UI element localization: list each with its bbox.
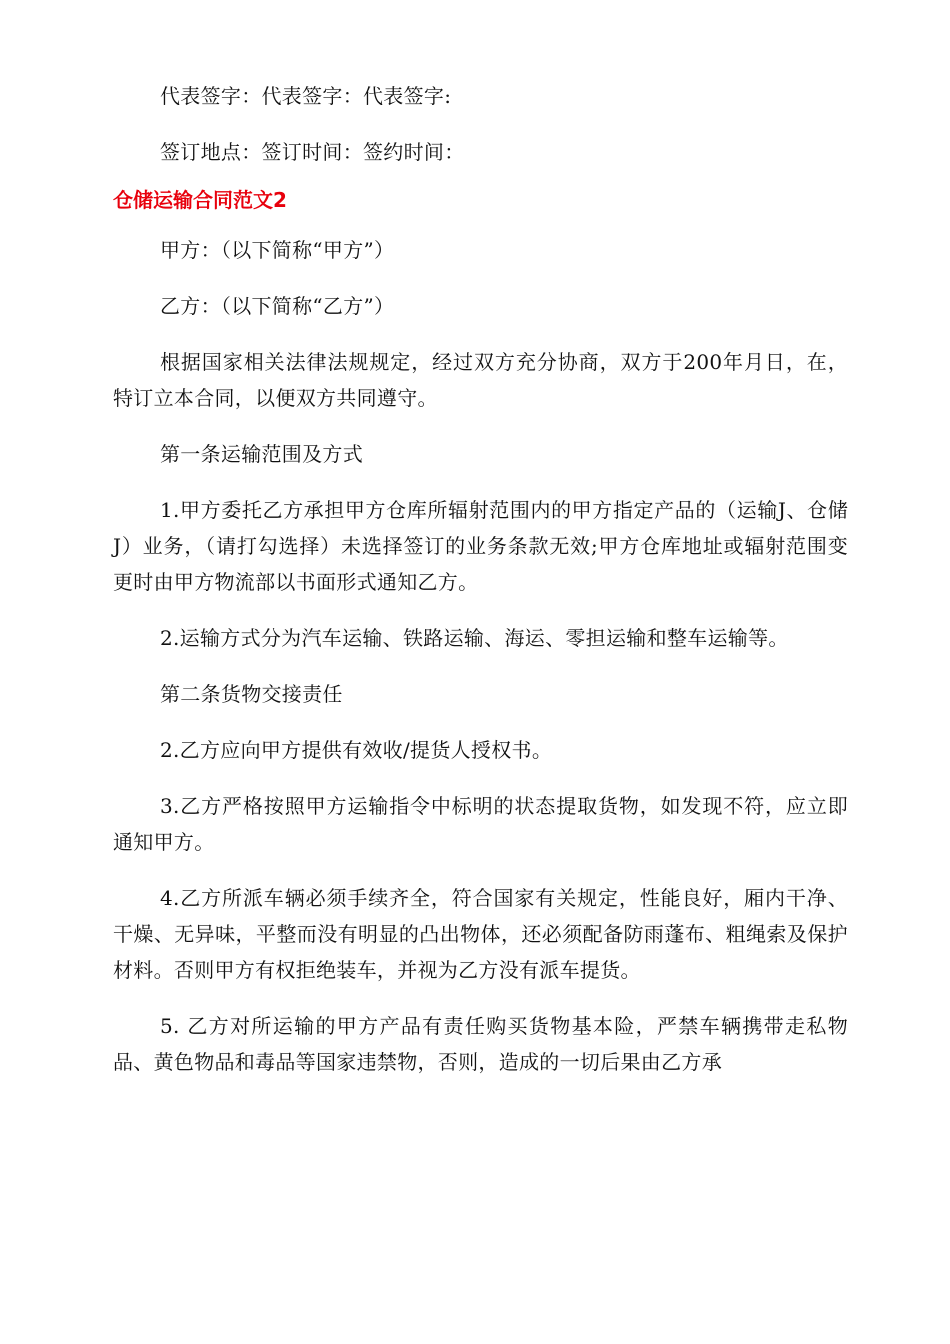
- signing-place-time-line: 签订地点：签订时间：签约时间：: [160, 140, 465, 164]
- article-1-title: 第一条运输范围及方式: [160, 442, 363, 466]
- article-2-clause-3: 3.乙方严格按照甲方运输指令中标明的状态提取货物，如发现不符，应立即通知甲方。: [113, 794, 848, 854]
- document-body: [113, 78, 848, 1080]
- article-2-clause-5: 5. 乙方对所运输的甲方产品有责任购买货物基本险，严禁车辆携带走私物品、黄色物品和毒品等国家违禁物，否则，造成的一切后果由乙方承: [113, 1014, 848, 1074]
- preamble-paragraph: 根据国家相关法律法规规定，经过双方充分协商，双方于200年月日，在，特订立本合同，以便双方共同遵守。: [113, 350, 848, 410]
- article-2-title: 第二条货物交接责任: [160, 682, 343, 706]
- article-1-clause-2: 2.运输方式分为汽车运输、铁路运输、海运、零担运输和整车运输等。: [160, 626, 789, 650]
- party-b-line: 乙方：（以下简称“乙方”）: [160, 294, 395, 318]
- article-2-clause-2: 2.乙方应向甲方提供有效收/提货人授权书。: [160, 738, 553, 762]
- article-1-clause-1: 1.甲方委托乙方承担甲方仓库所辐射范围内的甲方指定产品的（运输J、仓储J）业务，（请打勾选择）未选择签订的业务条款无效;甲方仓库地址或辐射范围变更时由甲方物流部以书面形式通知乙方。: [113, 498, 848, 594]
- section-title: 仓储运输合同范文2: [113, 188, 287, 212]
- signature-line: 代表签字：代表签字：代表签字:: [160, 84, 452, 108]
- party-a-line: 甲方：（以下简称“甲方”）: [160, 238, 395, 262]
- article-2-clause-4: 4.乙方所派车辆必须手续齐全，符合国家有关规定，性能良好，厢内干净、干燥、无异味，平整而没有明显的凸出物体，还必须配备防雨蓬布、粗绳索及保护材料。否则甲方有权拒绝装车，并视为乙方没有派车提货。: [113, 886, 848, 982]
